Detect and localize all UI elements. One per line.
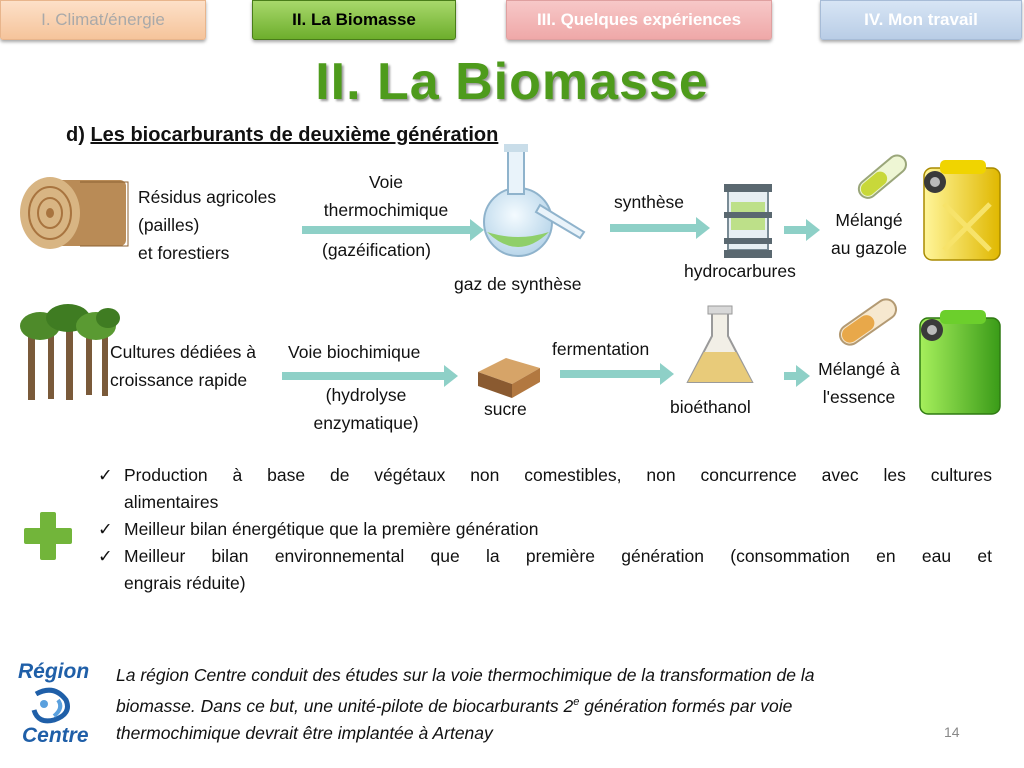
tab-quelques-experiences[interactable]: III. Quelques expériences: [506, 0, 772, 40]
synthesis-gas-flask-icon: [484, 144, 584, 256]
checkmark-icon: ✓: [98, 465, 113, 485]
arrow-to-diesel: [784, 219, 820, 241]
test-tube-icon: [855, 152, 909, 202]
test-tube-orange-icon: [836, 295, 900, 348]
diesel-jerrycan-icon: [924, 160, 1000, 260]
dedicated-crops-label: Cultures dédiées à croissance rapide: [110, 342, 256, 390]
advantages-list: [98, 462, 992, 597]
bioethanol-flask-icon: [688, 306, 752, 382]
arrow-fermentation: [560, 363, 674, 385]
diesel-blend-label: Mélangé au gazole: [831, 210, 907, 258]
tab-la-biomasse[interactable]: II. La Biomasse: [252, 0, 456, 40]
logo-text-centre: Centre: [22, 724, 89, 747]
tab-climat-energie[interactable]: I. Climat/énergie: [0, 0, 206, 40]
synthesis-gas-label: gaz de synthèse: [454, 274, 582, 294]
straw-bale-icon: [20, 177, 128, 249]
tab-mon-travail[interactable]: IV. Mon travail: [820, 0, 1022, 40]
gasification-label: (gazéification): [322, 240, 431, 260]
arrow-to-gasoline: [784, 365, 810, 387]
sugar-label: sucre: [484, 399, 527, 419]
sugar-block-icon: [478, 358, 540, 398]
logo-swirl-icon: [14, 686, 94, 726]
list-item: ✓ Meilleur bilan environnemental que la première génération (consommation en eau et engrais réduite): [98, 543, 992, 597]
enzymatic-hydrolysis-label: (hydrolyse enzymatique): [313, 385, 419, 433]
checkmark-icon: ✓: [98, 546, 113, 566]
bioethanol-label: bioéthanol: [670, 397, 751, 417]
subtitle-prefix: d): [66, 124, 91, 146]
checkmark-icon: ✓: [98, 519, 113, 539]
arrow-synthesis: [610, 217, 710, 239]
footer-note: La région Centre conduit des études sur la voie thermochimique de la transformation de la biomasse. Dans ce but, une unité-pilote de biocarburants 2e génération formés par voie thermochimique devrait être implantée à Artenay: [116, 665, 815, 743]
hydrocarbon-column-icon: [724, 184, 772, 258]
biochemical-path-label: Voie biochimique: [288, 342, 421, 362]
subtitle-text: Les biocarburants de deuxième génération: [90, 124, 499, 146]
hydrocarbons-label: hydrocarbures: [684, 261, 796, 281]
thermochemical-path-label: Voie thermochimique: [323, 172, 449, 220]
list-item: ✓ Meilleur bilan énergétique que la première génération: [98, 516, 992, 543]
logo-text-region: Région: [18, 660, 90, 683]
page-title: II. La Biomasse: [315, 53, 709, 111]
gasoline-jerrycan-icon: [920, 310, 1000, 414]
synthesis-label: synthèse: [614, 192, 685, 212]
agricultural-residues-label: Résidus agricoles (pailles) et forestiers: [138, 187, 277, 263]
region-centre-logo: [14, 660, 94, 750]
gasoline-blend-label: Mélangé à l'essence: [818, 359, 900, 407]
trees-icon: [20, 304, 120, 400]
page-number: 14: [944, 724, 960, 740]
fermentation-label: fermentation: [552, 339, 650, 359]
list-item: ✓ Production à base de végétaux non comestibles, non concurrence avec les cultures alimentaires: [98, 462, 992, 516]
advantage-plus-icon: [22, 508, 82, 568]
